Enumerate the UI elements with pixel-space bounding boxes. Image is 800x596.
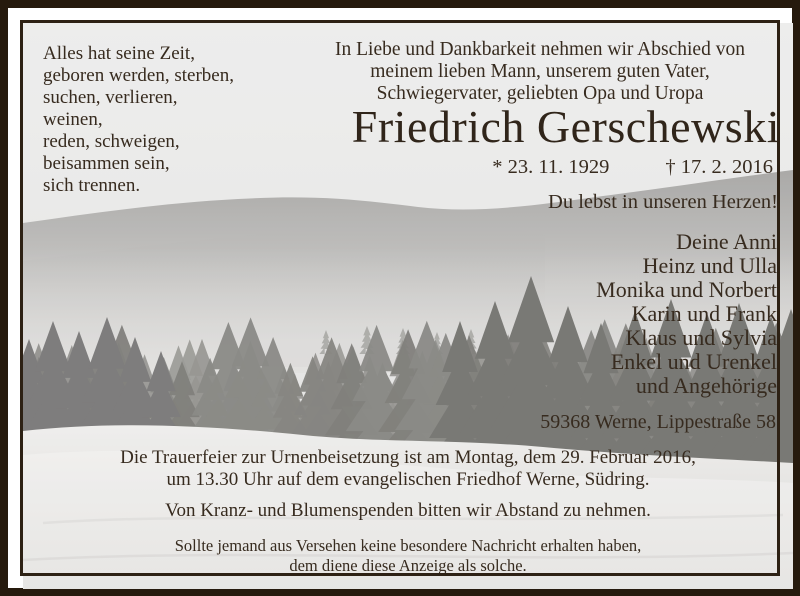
closing-note-line: Sollte jemand aus Versehen keine besondere Nachricht erhalten haben,: [174, 536, 642, 555]
poem-line: weinen,: [43, 109, 103, 130]
mourner-line: Karin und Frank: [631, 301, 777, 326]
deceased-name: Friedrich Gerschewski: [351, 101, 780, 152]
mourner-line: Klaus und Sylvia: [625, 325, 777, 350]
ceremony-line: Die Trauerfeier zur Urnenbeisetzung ist am Montag, dem 29. Februar 2016,: [120, 447, 696, 468]
poem-block: [43, 43, 234, 197]
ceremony-block: [23, 447, 793, 491]
mourner-line: Heinz und Ulla: [642, 253, 777, 278]
obituary-notice: [23, 23, 793, 589]
closing-note-line: dem diene diese Anzeige als solche.: [289, 555, 527, 575]
poem-line: reden, schweigen,: [43, 131, 180, 152]
poem-line: sich trennen.: [43, 175, 141, 196]
poem-line: beisammen sein,: [43, 153, 170, 174]
poem-line: geboren werden, sterben,: [43, 65, 234, 86]
intro-block: [300, 39, 780, 105]
mourner-line: Enkel und Urenkel: [610, 349, 777, 374]
mourner-line: Monika und Norbert: [596, 277, 777, 302]
motto-text: Du lebst in unseren Herzen!: [548, 191, 778, 213]
mourners-list: [596, 230, 777, 398]
life-dates: [492, 156, 773, 179]
ceremony-line: um 13.30 Uhr auf dem evangelischen Friedhof Werne, Südring.: [166, 469, 650, 490]
intro-line: Schwiegervater, geliebten Opa und Uropa: [376, 83, 704, 104]
mourner-line: und Angehörige: [635, 373, 777, 398]
poem-line: Alles hat seine Zeit,: [43, 43, 195, 64]
poem-line: suchen, verlieren,: [43, 87, 178, 108]
address-text: 59368 Werne, Lippestraße 58: [540, 411, 776, 433]
death-date: † 17. 2. 2016: [665, 156, 773, 178]
intro-line: In Liebe und Dankbarkeit nehmen wir Abschied von: [335, 39, 745, 60]
notice-text-layer: [23, 23, 793, 589]
flowers-note: Von Kranz- und Blumenspenden bitten wir Abstand zu nehmen.: [165, 500, 651, 521]
birth-date: * 23. 11. 1929: [492, 156, 610, 178]
closing-note: [23, 536, 793, 575]
mourner-line: Deine Anni: [676, 229, 777, 254]
intro-line: meinem lieben Mann, unserem guten Vater,: [370, 61, 710, 82]
